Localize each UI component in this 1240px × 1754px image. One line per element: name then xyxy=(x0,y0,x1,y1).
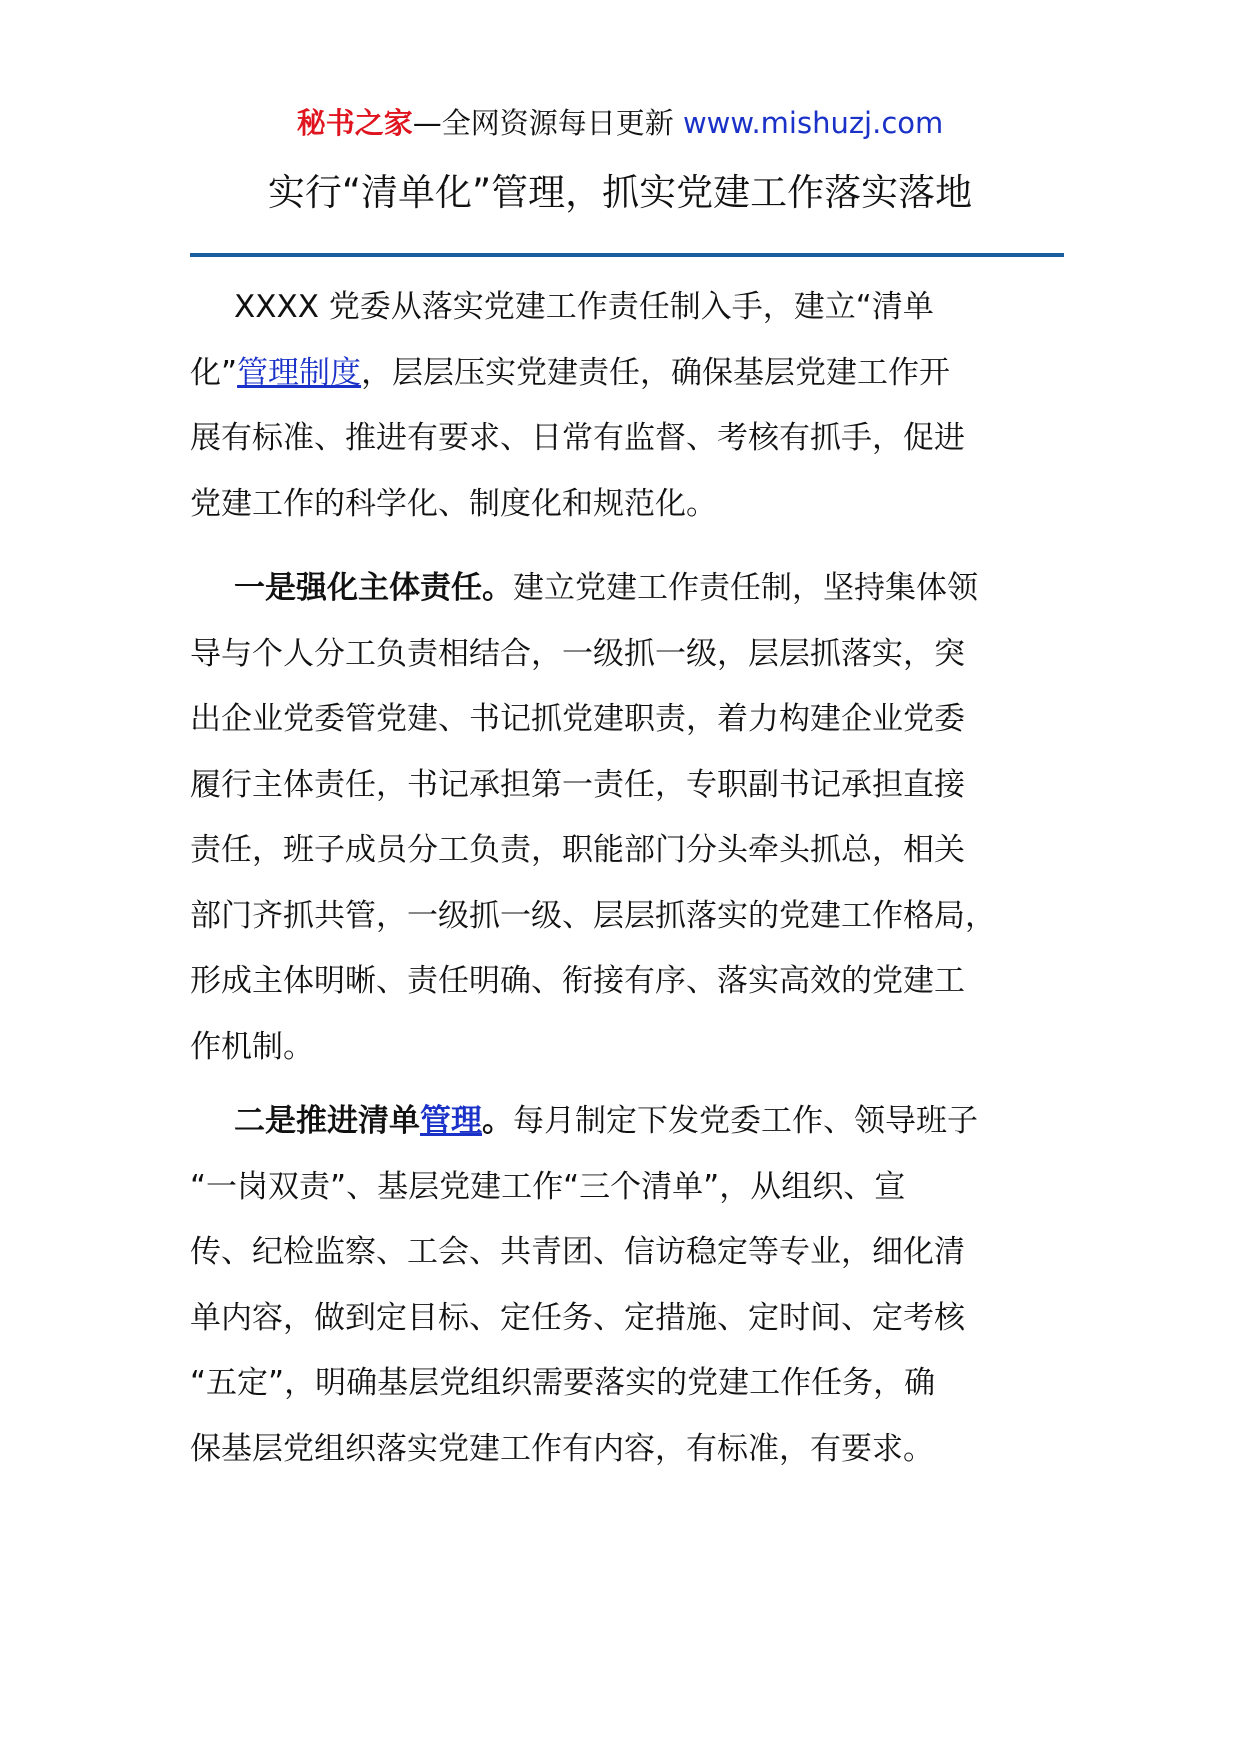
section-two-lead: 二是推进清单 xyxy=(234,1103,420,1139)
paragraph-text: 建立党建工作责任制，坚持集体领 xyxy=(513,570,978,606)
paragraph-line: 责任，班子成员分工负责，职能部门分头牵头抓总，相关 xyxy=(190,832,965,868)
paragraph-line: 作机制。 xyxy=(190,1028,314,1065)
paragraph-line xyxy=(190,1089,1068,1155)
paragraph-line: 出企业党委管党建、书记抓党建职责，着力构建企业党委 xyxy=(190,701,965,737)
paragraph-line: 单内容，做到定目标、定任务、定措施、定时间、定考核 xyxy=(190,1299,965,1336)
paragraph-line: “一岗双责”、基层党建工作“三个清单”，从组织、宣 xyxy=(190,1168,906,1205)
paragraph-line: 展有标准、推进有要求、日常有监督、考核有抓手，促进 xyxy=(190,420,965,456)
site-brand: 秘书之家 xyxy=(296,106,413,140)
paragraph-line: 传、纪检监察、工会、共青团、信访稳定等专业，细化清 xyxy=(190,1234,965,1270)
paragraph-line: 保基层党组织落实党建工作有内容，有标准，有要求。 xyxy=(190,1430,934,1467)
site-header xyxy=(0,103,1240,143)
paragraph-line: 形成主体明晰、责任明确、衔接有序、落实高效的党建工 xyxy=(190,963,965,999)
title-divider xyxy=(190,253,1064,257)
intro-paragraph xyxy=(190,275,1068,537)
paragraph-line xyxy=(190,341,1068,407)
section-two-lead-end: 。 xyxy=(482,1103,513,1139)
section-one-lead: 一是强化主体责任。 xyxy=(234,570,513,606)
management-link[interactable]: 管理 xyxy=(420,1103,482,1139)
management-system-link[interactable]: 管理制度 xyxy=(237,354,362,391)
site-tagline: —全网资源每日更新 xyxy=(412,106,683,140)
paragraph-line: 履行主体责任，书记承担第一责任，专职副书记承担直接 xyxy=(190,766,965,803)
paragraph-text: ，层层压实党建责任，确保基层党建工作开 xyxy=(361,354,951,391)
section-one-paragraph xyxy=(190,556,1068,1080)
paragraph-line xyxy=(190,556,1068,622)
paragraph-line: 部门齐抓共管，一级抓一级、层层抓落实的党建工作格局， xyxy=(190,897,996,934)
document-title: 实行“清单化”管理，抓实党建工作落实落地 xyxy=(267,171,973,214)
paragraph-line: 党建工作的科学化、制度化和规范化。 xyxy=(190,485,717,522)
paragraph-line: XXXX 党委从落实党建工作责任制入手，建立“清单 xyxy=(234,289,934,325)
paragraph-line: 导与个人分工负责相结合，一级抓一级，层层抓落实，突 xyxy=(190,635,965,672)
site-url-link[interactable]: www.mishuzj.com xyxy=(682,106,944,140)
section-two-paragraph xyxy=(190,1089,1068,1482)
paragraph-line: “五定”，明确基层党组织需要落实的党建工作任务，确 xyxy=(190,1365,936,1401)
paragraph-text: 每月制定下发党委工作、领导班子 xyxy=(513,1103,978,1139)
paragraph-text: 化” xyxy=(190,354,238,391)
